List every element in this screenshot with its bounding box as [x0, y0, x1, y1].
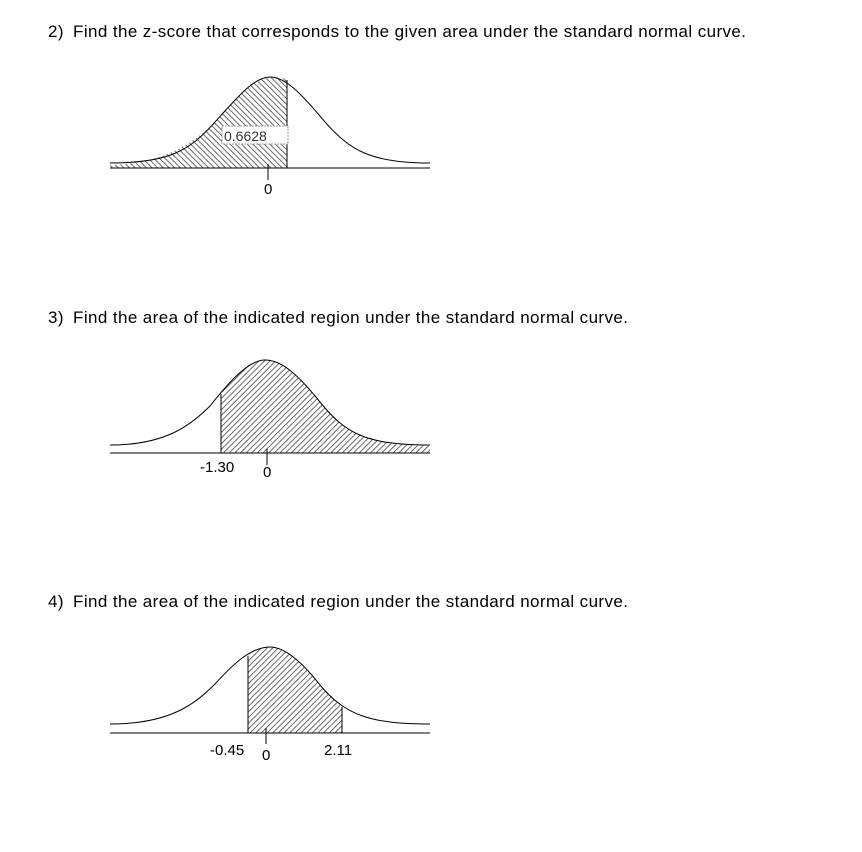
question-number: 4)	[48, 592, 64, 611]
shaded-region	[248, 647, 342, 733]
area-label: 0.6628	[224, 128, 267, 144]
shaded-region	[221, 360, 430, 453]
question-number: 2)	[48, 22, 64, 41]
question-text: Find the area of the indicated region under the standard normal curve.	[73, 308, 629, 327]
z-label-zero: 0	[263, 464, 272, 481]
z-label-bound: -1.30	[200, 459, 235, 476]
normal-curve-figure	[0, 308, 862, 508]
normal-curve-figure	[0, 22, 862, 222]
z-label-upper: 2.11	[324, 742, 353, 759]
question-text: Find the z-score that corresponds to the given area under the standard normal curve.	[73, 22, 747, 41]
question-2	[0, 22, 862, 282]
shaded-region	[110, 77, 287, 168]
question-number: 3)	[48, 308, 64, 327]
z-label-lower: -0.45	[210, 742, 245, 759]
normal-curve-figure	[0, 592, 862, 792]
question-4	[0, 592, 862, 852]
question-text: Find the area of the indicated region under the standard normal curve.	[73, 592, 629, 611]
z-label-zero: 0	[264, 181, 273, 198]
z-label-zero: 0	[262, 747, 271, 764]
question-3	[0, 308, 862, 568]
